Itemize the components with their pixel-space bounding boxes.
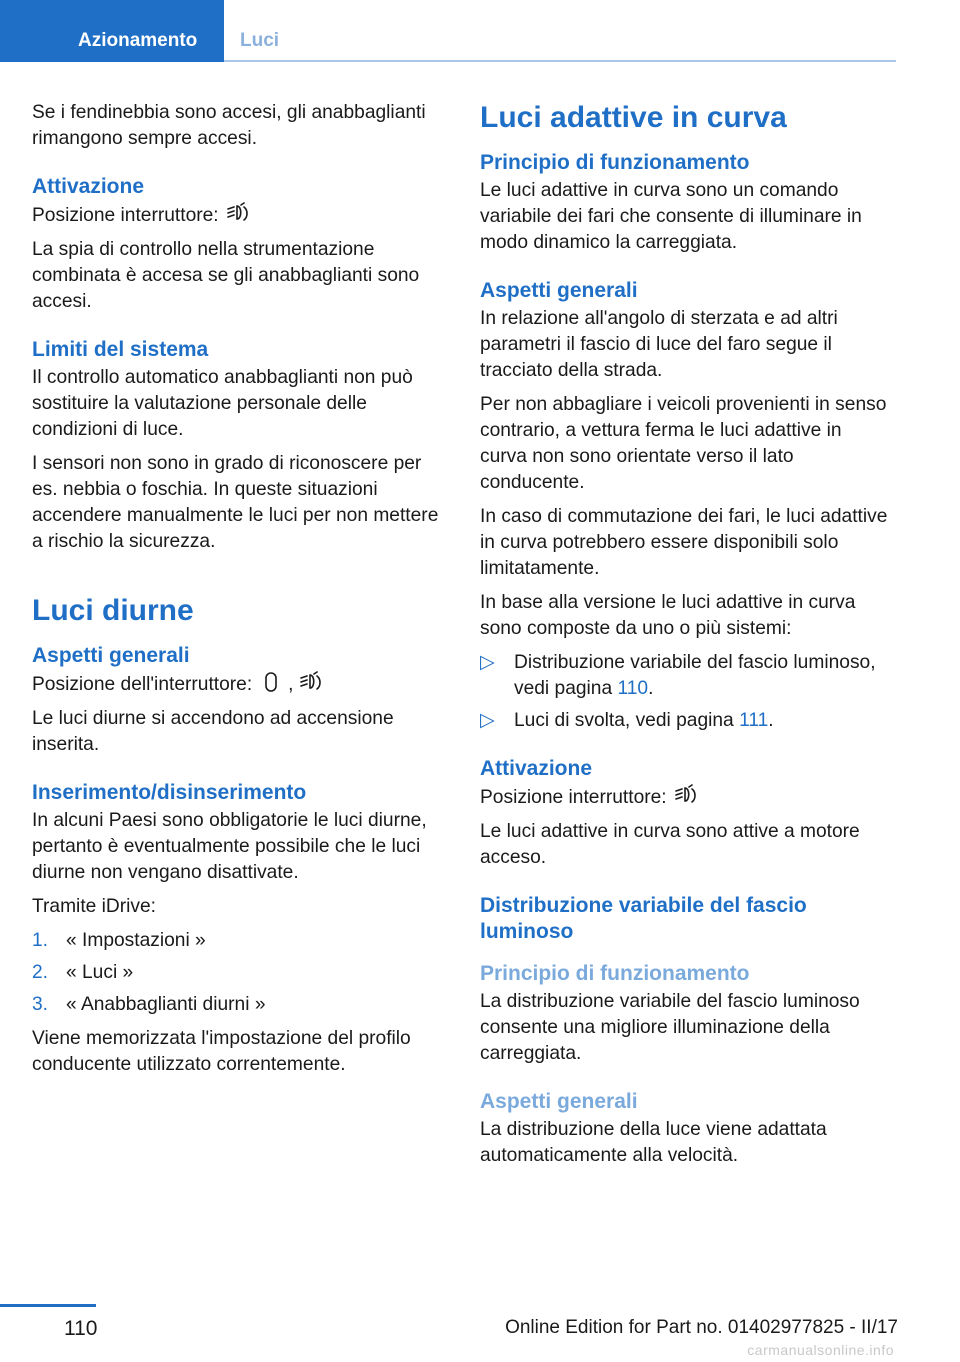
list-item: 2. « Luci »	[32, 962, 134, 983]
aspetti-paragraph-2: Per non abbagliare i veicoli provenienti in senso contrario, a vettura ferma le luci adattive in curva non sono orientate verso il lato conducente.	[480, 394, 887, 493]
chapter-tab: Luci	[240, 30, 280, 51]
attivazione-text: La spia di controllo nella strumentazione combinata è accesa se gli anabbaglianti sono accesi.	[32, 239, 420, 312]
switch-position-line	[480, 784, 892, 811]
heading-distribuzione: Distribuzione variabile del fascio luminoso	[480, 894, 807, 943]
limiti-paragraph-2: I sensori non sono in grado di riconoscere per es. nebbia o foschia. In queste situazioni accendere manualmente le luci per non mettere a rischio la sicurezza.	[32, 453, 439, 552]
heading-attivazione: Attivazione	[32, 175, 145, 198]
edition-label: Online Edition for Part no. 01402977825 - II/17	[505, 1317, 898, 1338]
heading-aspetti-distribuzione: Aspetti generali	[480, 1090, 638, 1113]
diurne-aspetti-text: Le luci diurne si accendono ad accensione inserita.	[32, 708, 394, 755]
page-header	[0, 0, 896, 64]
profile-note: Viene memorizzata l'impostazione del profilo conducente utilizzato correntemente.	[32, 1028, 411, 1075]
systems-list	[480, 650, 892, 734]
section-tab: Azionamento	[0, 0, 224, 62]
attivazione-text: Le luci adattive in curva sono attive a motore acceso.	[480, 821, 860, 868]
principio-text: Le luci adattive in curva sono un comando variabile dei fari che consente di illuminare in modo dinamico la carreggiata.	[480, 180, 862, 253]
aspetti-paragraph-1: In relazione all'angolo di sterzata e ad altri parametri il fascio di luce del faro segue il tracciato della strada.	[480, 308, 838, 381]
page-link-111[interactable]: 111	[739, 710, 769, 731]
idrive-steps	[32, 928, 444, 1018]
distribuzione-principio-text: La distribuzione variabile del fascio luminoso consente una migliore illuminazione della carreggiata.	[480, 991, 860, 1064]
limiti-paragraph-1: Il controllo automatico anabbaglianti non può sostituire la valutazione personale delle condizioni di luce.	[32, 367, 413, 440]
footer-divider	[0, 1304, 96, 1307]
watermark: carmanualsonline.info	[747, 1342, 894, 1358]
auto-headlight-icon	[227, 202, 249, 224]
page-number: 110	[64, 1317, 98, 1340]
header-divider	[224, 60, 896, 62]
heading-principio-distribuzione: Principio di funzionamento	[480, 962, 750, 985]
auto-headlight-icon	[675, 784, 697, 806]
heading-limiti: Limiti del sistema	[32, 338, 209, 361]
list-item: ▷ Luci di svolta, vedi pagina 111.	[480, 710, 774, 731]
heading-principio: Principio di funzionamento	[480, 151, 750, 174]
idrive-label: Tramite iDrive:	[32, 896, 157, 917]
list-item: 1. « Impostazioni »	[32, 930, 206, 951]
switch-position-label: Posizione dell'interruttore:	[32, 674, 253, 695]
left-column	[32, 100, 444, 1086]
intro-paragraph: Se i fendinebbia sono accesi, gli anabbaglianti rimangono sempre accesi.	[32, 102, 426, 149]
aspetti-paragraph-4: In base alla versione le luci adattive in curva sono composte da uno o più sistemi:	[480, 592, 856, 639]
heading-inserimento: Inserimento/disinserimento	[32, 781, 307, 804]
icon-separator: ,	[288, 674, 294, 695]
heading-luci-adattive: Luci adattive in curva	[480, 101, 787, 134]
heading-luci-diurne: Luci diurne	[32, 594, 194, 627]
aspetti-paragraph-3: In caso di commutazione dei fari, le luci adattive in curva potrebbero essere disponibili solo limitatamente.	[480, 506, 888, 579]
inserimento-text: In alcuni Paesi sono obbligatorie le luci diurne, pertanto è eventualmente possibile che le luci diurne non vengano disattivate.	[32, 810, 427, 883]
switch-position-label: Posizione interruttore:	[32, 205, 219, 226]
list-item: 3. « Anabbaglianti diurni »	[32, 994, 266, 1015]
switch-position-line	[32, 202, 444, 229]
heading-aspetti-generali: Aspetti generali	[480, 279, 638, 302]
switch-position-line-diurne	[32, 671, 444, 698]
right-column	[480, 100, 892, 1177]
auto-headlight-icon	[300, 671, 322, 693]
distribuzione-aspetti-text: La distribuzione della luce viene adattata automaticamente alla velocità.	[480, 1119, 827, 1166]
heading-attivazione: Attivazione	[480, 757, 593, 780]
daytime-light-icon	[260, 671, 282, 693]
page-link-110[interactable]: 110	[617, 678, 649, 699]
switch-position-label: Posizione interruttore:	[480, 787, 667, 808]
heading-aspetti-generali: Aspetti generali	[32, 644, 190, 667]
list-item: ▷ Distribuzione variabile del fascio luminoso, vedi pagina 110.	[480, 652, 876, 699]
